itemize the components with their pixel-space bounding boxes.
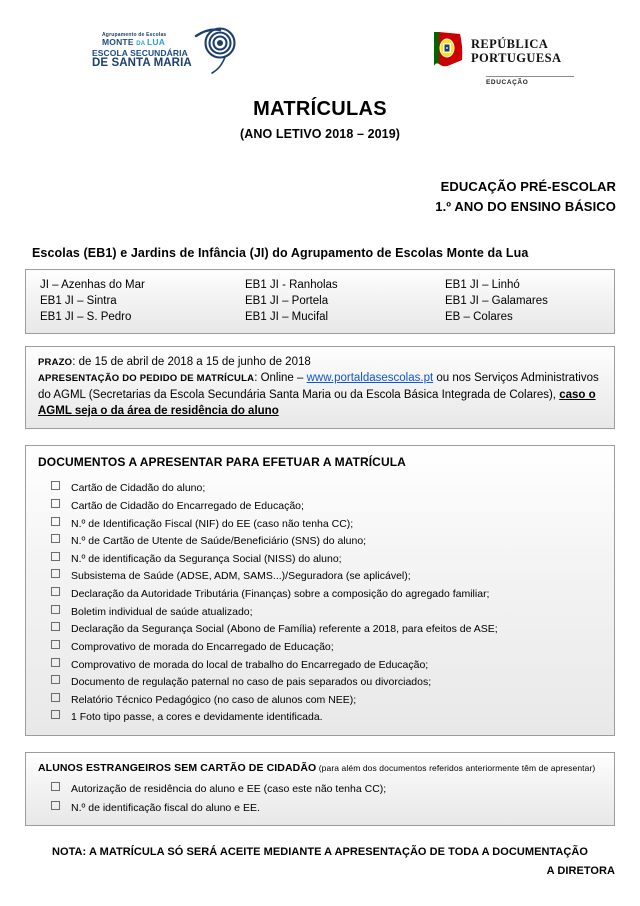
list-item-label: N.º de identificação fiscal do aluno e EE. bbox=[71, 801, 260, 814]
prazo-label: PRAZO bbox=[38, 357, 73, 368]
checkbox-icon[interactable] bbox=[51, 622, 60, 631]
list-item[interactable] bbox=[38, 586, 602, 604]
logo-word-lua: LUA bbox=[146, 37, 166, 48]
logo-word-da: DA bbox=[136, 41, 147, 48]
list-item[interactable] bbox=[38, 639, 602, 657]
heading-educacao-pre-escolar: EDUCAÇÃO PRÉ-ESCOLAR bbox=[440, 179, 616, 194]
school-item: EB1 JI – Linhó bbox=[445, 279, 520, 291]
header-logo-row bbox=[0, 0, 640, 86]
checkbox-icon[interactable] bbox=[51, 801, 60, 810]
checkbox-icon[interactable] bbox=[51, 693, 60, 702]
logo-line-monte-da-lua bbox=[92, 38, 192, 47]
school-item: EB1 JI – S. Pedro bbox=[40, 311, 132, 323]
list-item-label: N.º de Identificação Fiscal (NIF) do EE (caso não tenha CC); bbox=[71, 517, 354, 530]
rp-subtitle-educacao: EDUCAÇÃO bbox=[486, 79, 529, 86]
list-item-label: 1 Foto tipo passe, a cores e devidamente identificada. bbox=[71, 711, 323, 724]
logo-line-escola-secundaria: ESCOLA SECUNDÁRIA bbox=[92, 47, 188, 58]
list-item[interactable] bbox=[38, 657, 602, 675]
school-item: EB1 JI – Sintra bbox=[40, 295, 117, 307]
list-item-label: Autorização de residência do aluno e EE (caso este não tenha CC); bbox=[71, 782, 387, 795]
list-item-label: Relatório Técnico Pedagógico (no caso de alunos com NEE); bbox=[71, 693, 357, 706]
foreign-documents-list bbox=[38, 780, 602, 817]
logo-line-de-santa-maria: DE SANTA MARIA bbox=[92, 57, 192, 70]
checkbox-icon[interactable] bbox=[51, 587, 60, 596]
portugal-shield-icon bbox=[432, 30, 464, 73]
checkbox-icon[interactable] bbox=[51, 534, 60, 543]
apresentacao-label: APRESENTAÇÃO DO PEDIDO DE MATRÍCULA bbox=[38, 373, 255, 385]
list-item-label: N.º de Cartão de Utente de Saúde/Beneficiário (SNS) do aluno; bbox=[71, 535, 367, 548]
list-item[interactable] bbox=[38, 551, 602, 569]
documents-box bbox=[25, 445, 615, 736]
checkbox-icon[interactable] bbox=[51, 605, 60, 614]
list-item-label: Cartão de Cidadão do Encarregado de Educação; bbox=[71, 499, 304, 512]
page-title: MATRÍCULAS bbox=[253, 98, 387, 120]
list-item-label: Documento de regulação paternal no caso de pais separados ou divorciados; bbox=[71, 676, 432, 689]
list-item[interactable] bbox=[38, 780, 602, 799]
checkbox-icon[interactable] bbox=[51, 675, 60, 684]
checkbox-icon[interactable] bbox=[51, 499, 60, 508]
checkbox-icon[interactable] bbox=[51, 569, 60, 578]
school-item: EB1 JI – Portela bbox=[245, 295, 329, 307]
apresentacao-middle: ou nos Serviços Administrativos do AGML (Secretarias da Escola Secundária Santa Maria ou da Escola Básica Integrada de Colares), bbox=[38, 372, 599, 401]
school-item: JI – Azenhas do Mar bbox=[40, 279, 145, 291]
logo-word-monte: MONTE bbox=[102, 37, 137, 48]
school-item: EB1 JI – Mucifal bbox=[245, 311, 329, 323]
documents-title: DOCUMENTOS A APRESENTAR PARA EFETUAR A MATRÍCULA bbox=[38, 455, 406, 470]
school-item: EB – Colares bbox=[445, 311, 513, 323]
footer-note: NOTA: A MATRÍCULA SÓ SERÁ ACEITE MEDIANTE A APRESENTAÇÃO DE TODA A DOCUMENTAÇÃO bbox=[51, 846, 588, 859]
republica-portuguesa-logo bbox=[432, 30, 574, 86]
list-item-label: Comprovativo de morada do local de trabalho do Encarregado de Educação; bbox=[71, 658, 429, 671]
list-item[interactable] bbox=[38, 621, 602, 639]
prazo-box bbox=[25, 346, 615, 429]
list-item-label: Declaração da Segurança Social (Abono de Família) referente a 2018, para efeitos de ASE; bbox=[71, 623, 498, 636]
list-item-label: Comprovativo de morada do Encarregado de Educação; bbox=[71, 640, 334, 653]
list-item-label: Declaração da Autoridade Tributária (Finanças) sobre a composição do agregado familiar; bbox=[71, 588, 490, 601]
heading-primeiro-ano: 1.º ANO DO ENSINO BÁSICO bbox=[435, 199, 616, 214]
list-item[interactable] bbox=[38, 516, 602, 534]
apresentacao-paragraph bbox=[38, 370, 602, 419]
school-item: EB1 JI - Ranholas bbox=[245, 279, 338, 291]
foreign-students-note: (para além dos documentos referidos anteriormente têm de apresentar) bbox=[316, 763, 596, 774]
schools-grid bbox=[40, 279, 600, 323]
rp-word-portuguesa: PORTUGUESA bbox=[471, 50, 562, 65]
logo-line-agrupamento: Agrupamento de Escolas bbox=[102, 32, 167, 38]
list-item[interactable] bbox=[38, 480, 602, 498]
list-item[interactable] bbox=[38, 709, 602, 727]
rp-divider bbox=[486, 76, 574, 77]
page-subtitle-school-year: (ANO LETIVO 2018 – 2019) bbox=[239, 127, 401, 141]
list-item[interactable] bbox=[38, 692, 602, 710]
list-item[interactable] bbox=[38, 674, 602, 692]
rp-word-republica: REPÚBLICA bbox=[471, 37, 549, 51]
foreign-students-title bbox=[38, 761, 602, 777]
list-item[interactable] bbox=[38, 799, 602, 818]
apresentacao-emphasis: caso o AGML seja o da área de residência do aluno bbox=[38, 388, 596, 417]
list-item-label: N.º de identificação da Segurança Social (NISS) do aluno; bbox=[71, 552, 342, 565]
school-item: EB1 JI – Galamares bbox=[445, 295, 548, 307]
list-item-label: Cartão de Cidadão do aluno; bbox=[71, 482, 206, 495]
agrupamento-monte-da-lua-logo bbox=[92, 30, 292, 83]
schools-box bbox=[25, 269, 615, 334]
checkbox-icon[interactable] bbox=[51, 658, 60, 667]
list-item-label: Subsistema de Saúde (ADSE, ADM, SAMS...)/Seguradora (se aplicável); bbox=[71, 570, 411, 583]
checkbox-icon[interactable] bbox=[51, 552, 60, 561]
schools-section-heading: Escolas (EB1) e Jardins de Infância (JI) do Agrupamento de Escolas Monte da Lua bbox=[32, 246, 529, 260]
apresentacao-prefix: : Online – bbox=[254, 372, 307, 385]
prazo-line bbox=[38, 354, 602, 370]
prazo-dates: : de 15 de abril de 2018 a 15 de junho de 2018 bbox=[72, 356, 311, 368]
list-item[interactable] bbox=[38, 568, 602, 586]
checkbox-icon[interactable] bbox=[51, 710, 60, 719]
documents-list bbox=[38, 480, 602, 727]
list-item-label: Boletim individual de saúde atualizado; bbox=[71, 605, 253, 618]
list-item[interactable] bbox=[38, 533, 602, 551]
checkbox-icon[interactable] bbox=[51, 517, 60, 526]
footer-signature: A DIRETORA bbox=[546, 865, 615, 878]
list-item[interactable] bbox=[38, 604, 602, 622]
checkbox-icon[interactable] bbox=[51, 481, 60, 490]
portaldasescolas-link[interactable]: www.portaldasescolas.pt bbox=[306, 372, 434, 385]
list-item[interactable] bbox=[38, 498, 602, 516]
checkbox-icon[interactable] bbox=[51, 782, 60, 791]
checkbox-icon[interactable] bbox=[51, 640, 60, 649]
foreign-students-box bbox=[25, 752, 615, 826]
foreign-students-heading: ALUNOS ESTRANGEIROS SEM CARTÃO DE CIDADÃO bbox=[38, 762, 317, 775]
spiral-swirl-icon bbox=[194, 26, 238, 83]
